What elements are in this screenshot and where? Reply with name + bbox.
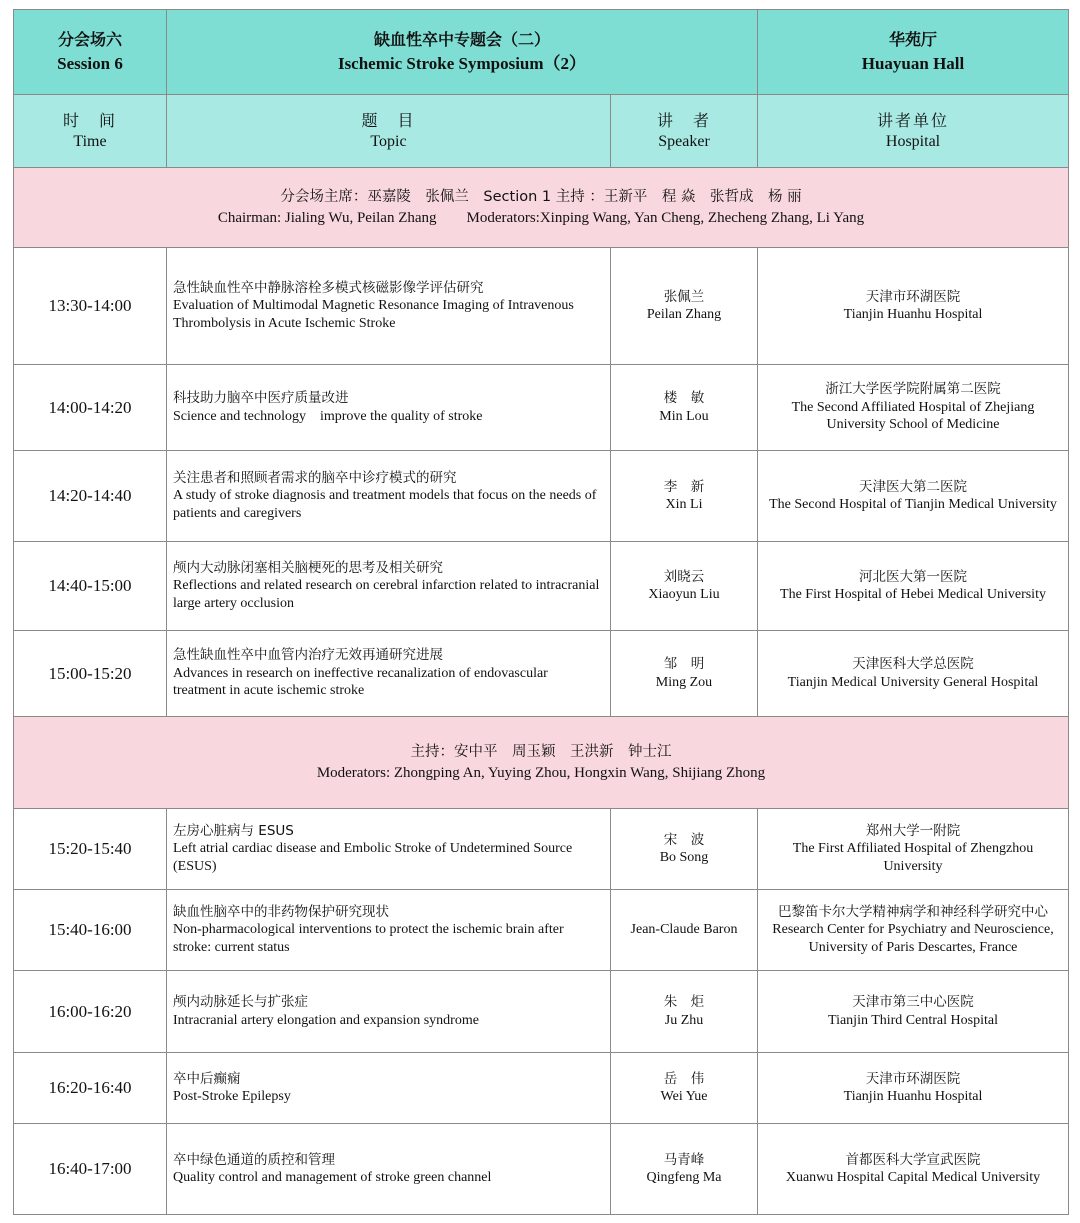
time-cell: 16:40-17:00 xyxy=(14,1124,167,1215)
table-row xyxy=(14,1053,1069,1124)
time-cell: 13:30-14:00 xyxy=(14,248,167,365)
hospital-cell xyxy=(758,809,1069,890)
hospital-cn: 天津市第三中心医院 xyxy=(852,994,974,1010)
topic-en: A study of stroke diagnosis and treatment models that focus on the needs of patients and caregivers xyxy=(173,488,597,521)
topic-cn: 缺血性脑卒中的非药物保护研究现状 xyxy=(173,903,389,920)
col-hospital xyxy=(758,95,1069,168)
topic-cell xyxy=(167,451,611,542)
hospital-cn: 天津医科大学总医院 xyxy=(852,656,974,672)
hall-cell xyxy=(758,10,1069,95)
table-row xyxy=(14,451,1069,542)
table-row xyxy=(14,971,1069,1053)
speaker-cn: 邹 明 xyxy=(663,656,705,672)
topic-cell xyxy=(167,890,611,971)
topic-cell xyxy=(167,809,611,890)
topic-en: Advances in research on ineffective recanalization of endovascular treatment in acute ischemic stroke xyxy=(173,665,548,699)
topic-en: Left atrial cardiac disease and Embolic Stroke of Undetermined Source (ESUS) xyxy=(173,841,573,874)
speaker-cell xyxy=(611,451,758,542)
topic-cn: 卒中后癫痫 xyxy=(173,1070,241,1087)
speaker-cell xyxy=(611,809,758,890)
speaker-cell xyxy=(611,1124,758,1215)
chair2-en: Moderators: Zhongping An, Yuying Zhou, Hongxin Wang, Shijiang Zhong xyxy=(316,764,766,781)
hospital-en: The First Hospital of Hebei Medical University xyxy=(780,587,1046,602)
topic-en: Evaluation of Multimodal Magnetic Resonance Imaging of Intravenous Thrombolysis in Acute Ischemic Stroke xyxy=(173,298,574,331)
hospital-en: Xuanwu Hospital Capital Medical University xyxy=(785,1170,1041,1185)
topic-cell xyxy=(167,365,611,451)
speaker-cell xyxy=(611,1053,758,1124)
hospital-cn: 天津市环湖医院 xyxy=(865,288,961,305)
hospital-cell xyxy=(758,365,1069,451)
topic-cn: 颅内大动脉闭塞相关脑梗死的思考及相关研究 xyxy=(173,559,443,576)
schedule-table xyxy=(13,9,1069,1215)
speaker-cell xyxy=(611,365,758,451)
speaker-cell xyxy=(611,890,758,971)
speaker-en: Peilan Zhang xyxy=(646,307,722,322)
session-header-row xyxy=(14,10,1069,95)
session-title-cell xyxy=(167,10,758,95)
speaker-cn: 岳 伟 xyxy=(663,1070,705,1087)
hospital-cell xyxy=(758,1053,1069,1124)
speaker-en: Xin Li xyxy=(665,497,703,512)
speaker-cell xyxy=(611,631,758,717)
hospital-en: Tianjin Huanhu Hospital xyxy=(843,1089,983,1104)
table-row xyxy=(14,890,1069,971)
chair1-en: Chairman: Jialing Wu, Peilan Zhang Moderators:Xinping Wang, Yan Cheng, Zhecheng Zhang, Li Yang xyxy=(217,209,865,226)
speaker-cn: 宋 波 xyxy=(663,831,705,848)
table-row xyxy=(14,542,1069,631)
topic-en: Intracranial artery elongation and expansion syndrome xyxy=(173,1012,479,1028)
speaker-cn: 朱 炬 xyxy=(663,994,705,1010)
chair-cell-1 xyxy=(14,168,1069,248)
col-topic-cn: 题 目 xyxy=(361,111,416,130)
hospital-en: The First Affiliated Hospital of Zhengzhou University xyxy=(792,841,1034,874)
hospital-cell xyxy=(758,451,1069,542)
topic-cn: 卒中绿色通道的质控和管理 xyxy=(173,1151,335,1168)
hospital-cn: 浙江大学医学院附属第二医院 xyxy=(825,381,1001,398)
hospital-en: Tianjin Third Central Hospital xyxy=(828,1012,998,1028)
table-row xyxy=(14,248,1069,365)
hospital-cell xyxy=(758,890,1069,971)
speaker-en: Xiaoyun Liu xyxy=(648,587,720,602)
hospital-cn: 天津医大第二医院 xyxy=(859,478,967,495)
hospital-cell xyxy=(758,971,1069,1053)
time-cell: 15:00-15:20 xyxy=(14,631,167,717)
hall-cn: 华苑厅 xyxy=(888,30,937,49)
table-row xyxy=(14,365,1069,451)
speaker-en: Ju Zhu xyxy=(664,1012,704,1028)
column-header-row xyxy=(14,95,1069,168)
col-speaker-cn: 讲 者 xyxy=(656,111,711,130)
speaker-en: Bo Song xyxy=(659,850,709,865)
topic-cell xyxy=(167,542,611,631)
speaker-en: Ming Zou xyxy=(655,674,713,690)
speaker-en: Jean-Claude Baron xyxy=(630,922,738,938)
topic-cn: 急性缺血性卒中血管内治疗无效再通研究进展 xyxy=(173,647,443,664)
session-en: Session 6 xyxy=(57,54,123,73)
topic-en: Science and technology improve the quality of stroke xyxy=(173,408,483,424)
topic-cell xyxy=(167,248,611,365)
chair-row-1 xyxy=(14,168,1069,248)
time-cell: 15:40-16:00 xyxy=(14,890,167,971)
topic-en: Reflections and related research on cerebral infarction related to intracranial large artery occlusion xyxy=(173,578,600,611)
session-cell xyxy=(14,10,167,95)
session-title-cn: 缺血性卒中专题会（二） xyxy=(373,30,550,49)
speaker-en: Wei Yue xyxy=(660,1089,708,1104)
hospital-en: Research Center for Psychiatry and Neuroscience, University of Paris Descartes, France xyxy=(772,922,1054,955)
table-row xyxy=(14,1124,1069,1215)
hospital-cell xyxy=(758,248,1069,365)
hospital-en: The Second Affiliated Hospital of Zhejiang University School of Medicine xyxy=(791,399,1035,433)
hospital-cn: 首都医科大学宣武医院 xyxy=(845,1151,981,1168)
hospital-cell xyxy=(758,542,1069,631)
hospital-cn: 天津市环湖医院 xyxy=(865,1070,961,1087)
hospital-cn: 郑州大学一附院 xyxy=(865,822,961,839)
time-cell: 14:00-14:20 xyxy=(14,365,167,451)
speaker-cn: 刘晓云 xyxy=(663,568,705,585)
chair2-cn: 主持：安中平 周玉颖 王洪新 钟士江 xyxy=(410,743,672,760)
chair-row-2 xyxy=(14,717,1069,809)
col-hospital-cn: 讲者单位 xyxy=(876,111,949,130)
schedule-wrapper xyxy=(13,9,1068,1215)
speaker-cn: 楼 敏 xyxy=(663,390,705,406)
speaker-en: Min Lou xyxy=(659,408,709,424)
topic-cell xyxy=(167,1124,611,1215)
session-cn: 分会场六 xyxy=(57,30,122,49)
hospital-cn: 河北医大第一医院 xyxy=(859,568,967,585)
table-row xyxy=(14,631,1069,717)
topic-cn: 左房心脏病与 ESUS xyxy=(173,822,294,839)
topic-cell xyxy=(167,971,611,1053)
hospital-en: Tianjin Huanhu Hospital xyxy=(843,307,983,322)
col-time-en: Time xyxy=(73,133,107,150)
chair-cell-2 xyxy=(14,717,1069,809)
table-row xyxy=(14,809,1069,890)
time-cell: 14:20-14:40 xyxy=(14,451,167,542)
hospital-cell xyxy=(758,1124,1069,1215)
topic-cn: 急性缺血性卒中静脉溶栓多模式核磁影像学评估研究 xyxy=(173,279,484,296)
topic-cn: 颅内动脉延长与扩张症 xyxy=(173,994,308,1010)
topic-en: Quality control and management of stroke green channel xyxy=(173,1170,492,1185)
col-topic xyxy=(167,95,611,168)
topic-en: Non-pharmacological interventions to protect the ischemic brain after stroke: current status xyxy=(173,922,564,955)
topic-cell xyxy=(167,631,611,717)
topic-en: Post-Stroke Epilepsy xyxy=(173,1089,291,1104)
col-speaker xyxy=(611,95,758,168)
col-topic-en: Topic xyxy=(370,133,407,150)
hospital-cn: 巴黎笛卡尔大学精神病学和神经科学研究中心 xyxy=(778,903,1048,920)
topic-cn: 关注患者和照顾者需求的脑卒中诊疗模式的研究 xyxy=(173,469,457,486)
speaker-cell xyxy=(611,542,758,631)
chair1-cn: 分会场主席：巫嘉陵 张佩兰 Section 1 主持 ：王新平 程 焱 张哲成 杨 丽 xyxy=(280,188,802,205)
topic-cn: 科技助力脑卒中医疗质量改进 xyxy=(173,390,349,406)
speaker-cn: 马青峰 xyxy=(663,1151,705,1168)
col-hospital-en: Hospital xyxy=(885,133,941,150)
time-cell: 16:20-16:40 xyxy=(14,1053,167,1124)
speaker-cell xyxy=(611,971,758,1053)
time-cell: 14:40-15:00 xyxy=(14,542,167,631)
hall-en: Huayuan Hall xyxy=(861,54,965,73)
speaker-cn: 张佩兰 xyxy=(663,288,705,305)
session-title-en: Ischemic Stroke Symposium（2） xyxy=(337,54,587,73)
hospital-cell xyxy=(758,631,1069,717)
col-speaker-en: Speaker xyxy=(658,133,710,150)
time-cell: 16:00-16:20 xyxy=(14,971,167,1053)
speaker-en: Qingfeng Ma xyxy=(646,1170,722,1185)
time-cell: 15:20-15:40 xyxy=(14,809,167,890)
topic-cell xyxy=(167,1053,611,1124)
col-time-cn: 时 间 xyxy=(62,111,117,130)
hospital-en: Tianjin Medical University General Hospital xyxy=(787,674,1039,690)
hospital-en: The Second Hospital of Tianjin Medical University xyxy=(769,497,1057,512)
col-time xyxy=(14,95,167,168)
speaker-cn: 李 新 xyxy=(663,478,705,495)
speaker-cell xyxy=(611,248,758,365)
